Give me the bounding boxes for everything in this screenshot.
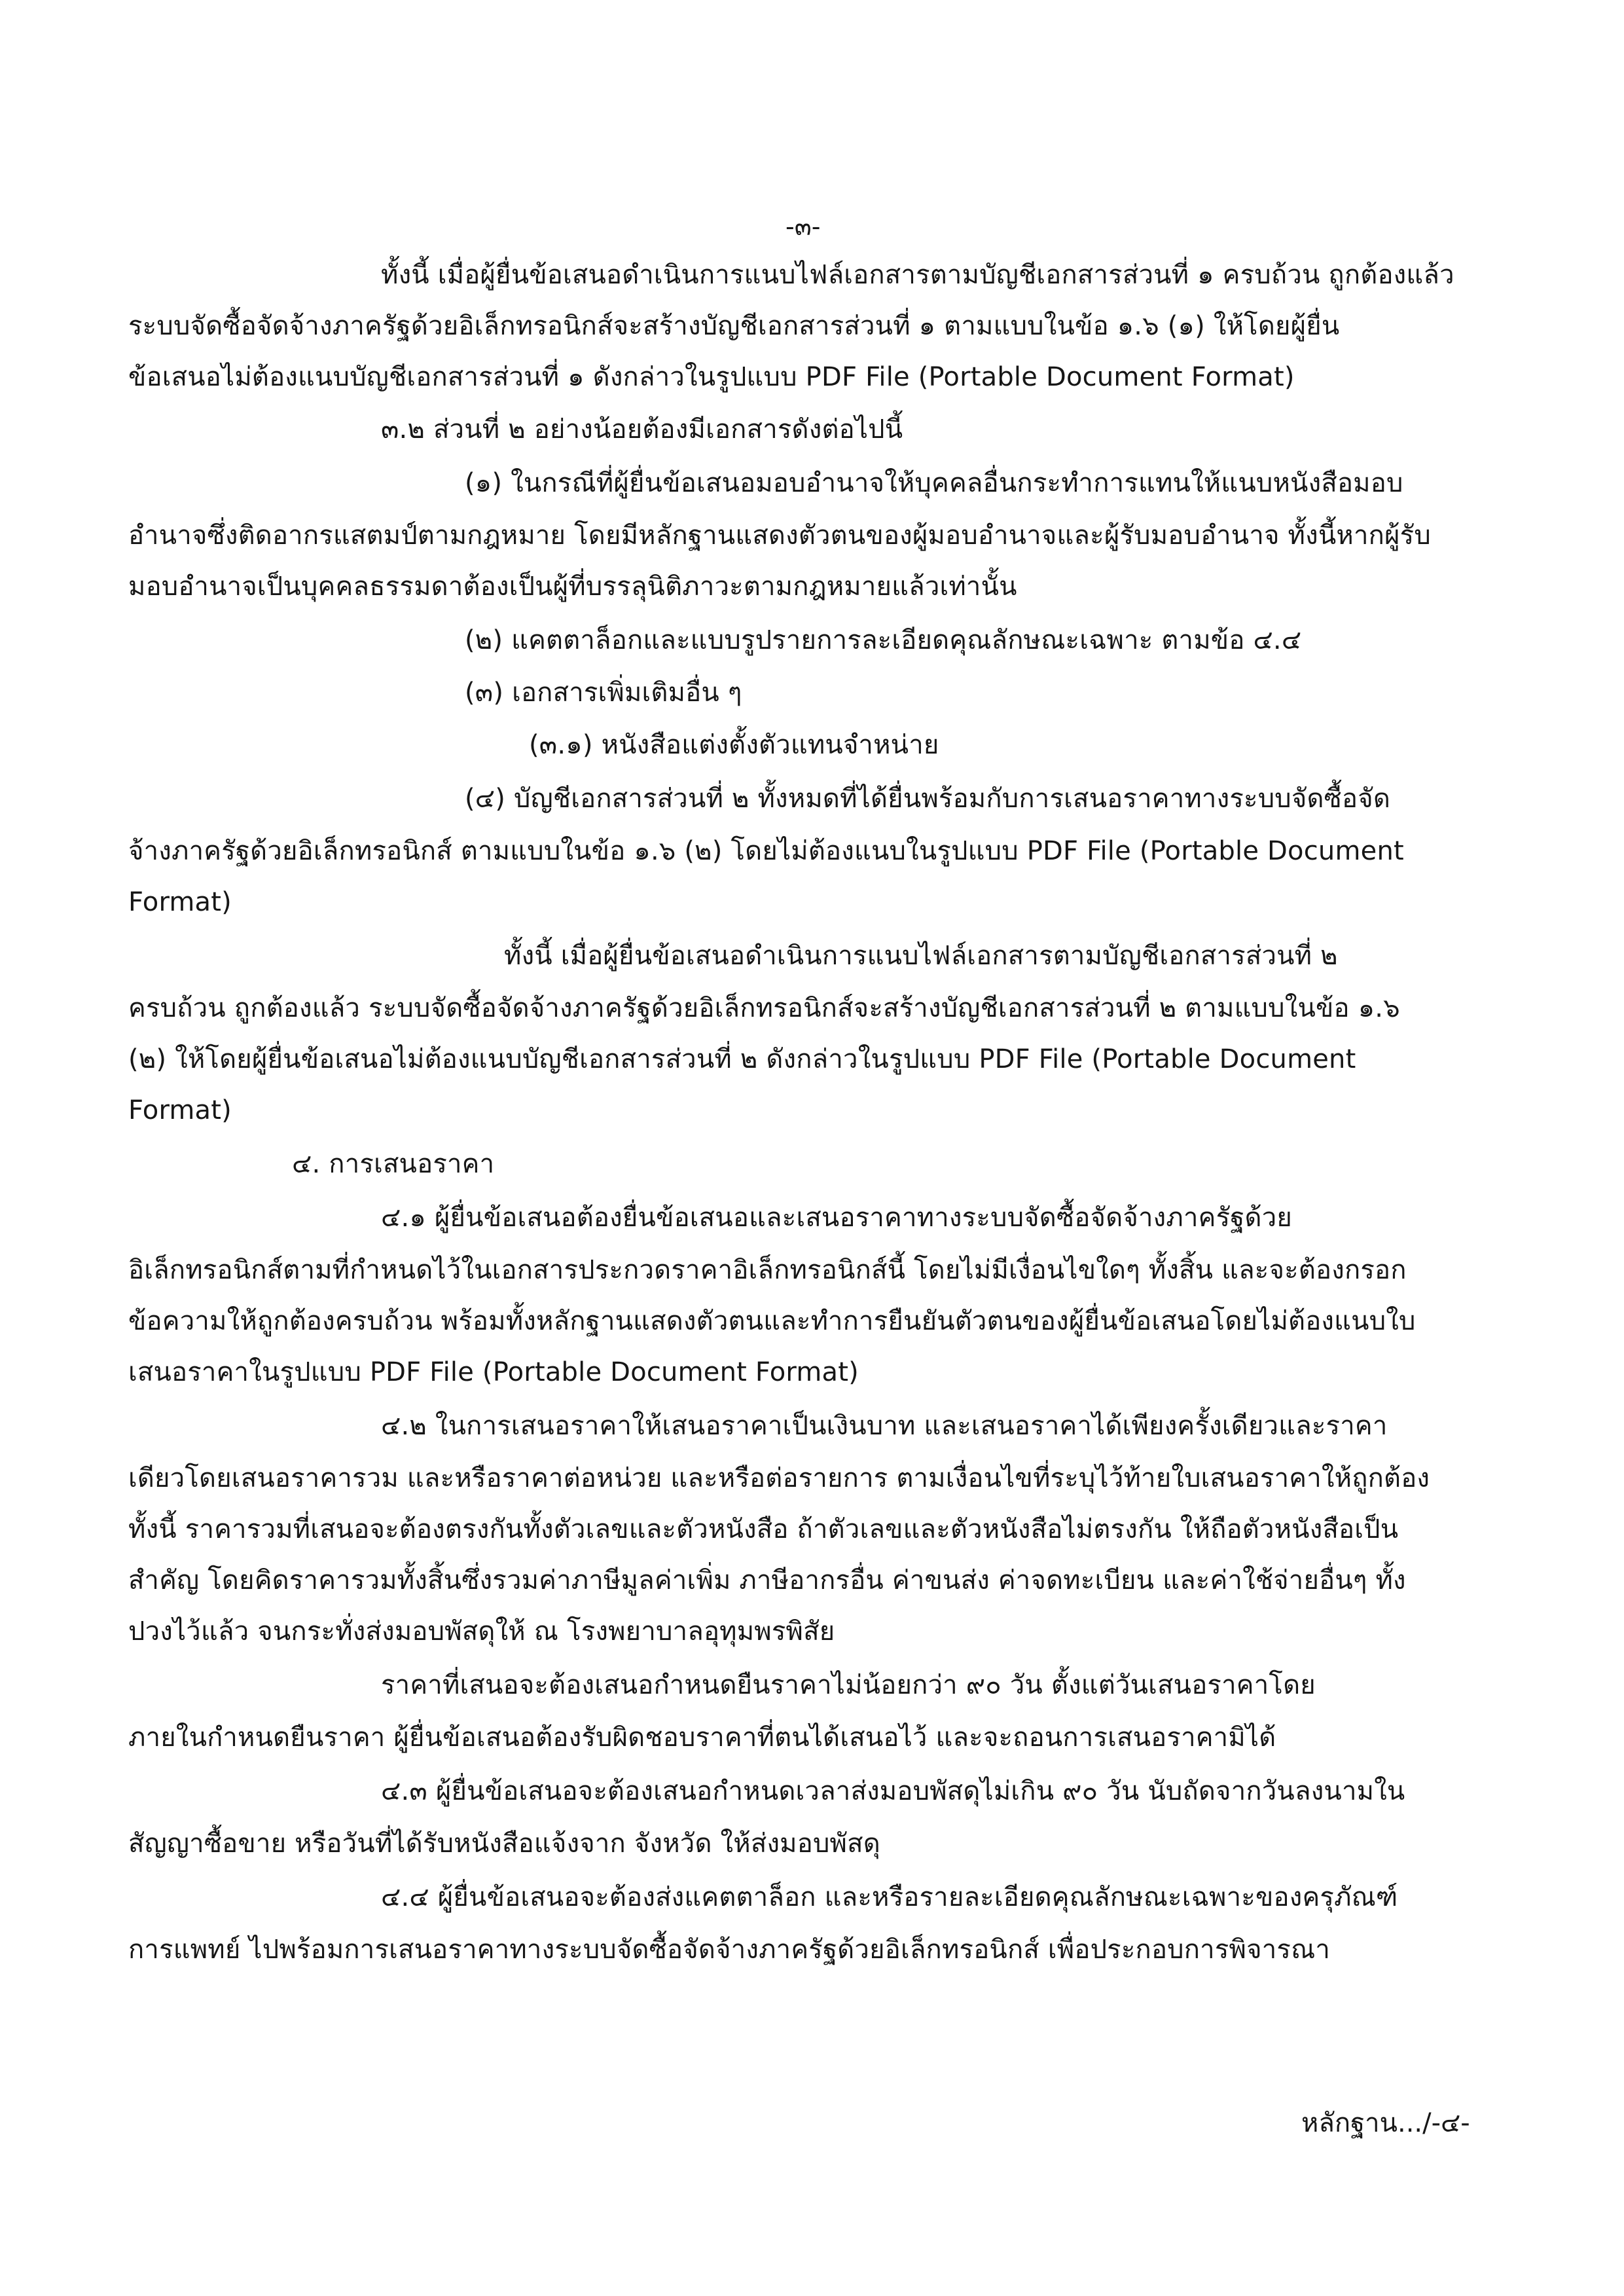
section-heading: ๔. การเสนอราคา xyxy=(292,1149,495,1179)
paragraph-line: ครบถ้วน ถูกต้องแล้ว ระบบจัดซื้อจัดจ้างภาครัฐด้วยอิเล็กทรอนิกส์จะสร้างบัญชีเอกสารส่วนที่ ๒ ตามแบบในข้อ ๑.๖ xyxy=(128,993,1400,1023)
paragraph-line: ทั้งนี้ ราคารวมที่เสนอจะต้องตรงกันทั้งตัวเลขและตัวหนังสือ ถ้าตัวเลขและตัวหนังสือไม่ตรงกัน ให้ถือตัวหนังสือเป็น xyxy=(128,1514,1399,1544)
clause-line: ๔.๔ ผู้ยื่นข้อเสนอจะต้องส่งแคตตาล็อก และหรือรายละเอียดคุณลักษณะเฉพาะของครุภัณฑ์ xyxy=(381,1882,1398,1912)
paragraph-line: ภายในกำหนดยืนราคา ผู้ยื่นข้อเสนอต้องรับผิดชอบราคาที่ตนได้เสนอไว้ และจะถอนการเสนอราคามิได้ xyxy=(128,1722,1276,1753)
paragraph-line: สัญญาซื้อขาย หรือวันที่ได้รับหนังสือแจ้งจาก จังหวัด ให้ส่งมอบพัสดุ xyxy=(128,1829,880,1859)
paragraph-line: ราคาที่เสนอจะต้องเสนอกำหนดยืนราคาไม่น้อยกว่า ๙๐ วัน ตั้งแต่วันเสนอราคาโดย xyxy=(381,1670,1316,1700)
paragraph-line: (๒) ให้โดยผู้ยื่นข้อเสนอไม่ต้องแนบบัญชีเอกสารส่วนที่ ๒ ดังกล่าวในรูปแบบ PDF File (Portable Document xyxy=(128,1044,1356,1074)
paragraph-line: การแพทย์ ไปพร้อมการเสนอราคาทางระบบจัดซื้อจัดจ้างภาครัฐด้วยอิเล็กทรอนิกส์ เพื่อประกอบการพิจารณา xyxy=(128,1935,1331,1965)
list-item: (๒) แคตตาล็อกและแบบรูปรายการละเอียดคุณลักษณะเฉพาะ ตามข้อ ๔.๔ xyxy=(465,625,1302,655)
paragraph-line: Format) xyxy=(128,887,232,917)
paragraph-line: ข้อความให้ถูกต้องครบถ้วน พร้อมทั้งหลักฐานแสดงตัวตนและทำการยืนยันตัวตนของผู้ยื่นข้อเสนอโดยไม่ต้องแนบใบ xyxy=(128,1306,1416,1336)
list-item: (๑) ในกรณีที่ผู้ยื่นข้อเสนอมอบอำนาจให้บุคคลอื่นกระทำการแทนให้แนบหนังสือมอบ xyxy=(465,468,1403,498)
list-item: (๔) บัญชีเอกสารส่วนที่ ๒ ทั้งหมดที่ได้ยื่นพร้อมกับการเสนอราคาทางระบบจัดซื้อจัด xyxy=(465,784,1391,814)
clause-line: ๔.๑ ผู้ยื่นข้อเสนอต้องยื่นข้อเสนอและเสนอราคาทางระบบจัดซื้อจัดจ้างภาครัฐด้วย xyxy=(381,1203,1293,1233)
clause-line: ๔.๒ ในการเสนอราคาให้เสนอราคาเป็นเงินบาท และเสนอราคาได้เพียงครั้งเดียวและราคา xyxy=(381,1411,1388,1441)
sub-list-item: (๓.๑) หนังสือแต่งตั้งตัวแทนจำหน่าย xyxy=(529,730,939,760)
paragraph-line: ปวงไว้แล้ว จนกระทั่งส่งมอบพัสดุให้ ณ โรงพยาบาลอุทุมพรพิสัย xyxy=(128,1616,835,1647)
list-item: (๓) เอกสารเพิ่มเติมอื่น ๆ xyxy=(465,678,742,708)
paragraph-line: เดียวโดยเสนอราคารวม และหรือราคาต่อหน่วย และหรือต่อรายการ ตามเงื่อนไขที่ระบุไว้ท้ายใบเสนอราคาให้ถูกต้อง xyxy=(128,1463,1430,1493)
clause-line: ๔.๓ ผู้ยื่นข้อเสนอจะต้องเสนอกำหนดเวลาส่งมอบพัสดุไม่เกิน ๙๐ วัน นับถัดจากวันลงนามใน xyxy=(381,1776,1405,1806)
paragraph-line: จ้างภาครัฐด้วยอิเล็กทรอนิกส์ ตามแบบในข้อ ๑.๖ (๒) โดยไม่ต้องแนบในรูปแบบ PDF File (Portable Document xyxy=(128,836,1404,866)
paragraph-line: ทั้งนี้ เมื่อผู้ยื่นข้อเสนอดำเนินการแนบไฟล์เอกสารตามบัญชีเอกสารส่วนที่ ๒ xyxy=(504,941,1338,971)
paragraph-line: ทั้งนี้ เมื่อผู้ยื่นข้อเสนอดำเนินการแนบไฟล์เอกสารตามบัญชีเอกสารส่วนที่ ๑ ครบถ้วน ถูกต้องแล้ว xyxy=(381,260,1454,290)
paragraph-line: ระบบจัดซื้อจัดจ้างภาครัฐด้วยอิเล็กทรอนิกส์จะสร้างบัญชีเอกสารส่วนที่ ๑ ตามแบบในข้อ ๑.๖ (๑) ให้โดยผู้ยื่น xyxy=(128,311,1340,341)
paragraph-line: Format) xyxy=(128,1095,232,1125)
paragraph-line: อิเล็กทรอนิกส์ตามที่กำหนดไว้ในเอกสารประกวดราคาอิเล็กทรอนิกส์นี้ โดยไม่มีเงื่อนไขใดๆ ทั้งสิ้น และจะต้องกรอก xyxy=(128,1255,1407,1285)
paragraph-line: เสนอราคาในรูปแบบ PDF File (Portable Document Format) xyxy=(128,1357,859,1387)
paragraph-line: ข้อเสนอไม่ต้องแนบบัญชีเอกสารส่วนที่ ๑ ดังกล่าวในรูปแบบ PDF File (Portable Document Format) xyxy=(128,362,1295,392)
page-number: -๓- xyxy=(785,212,821,241)
paragraph-line: อำนาจซึ่งติดอากรแสตมป์ตามกฎหมาย โดยมีหลักฐานแสดงตัวตนของผู้มอบอำนาจและผู้รับมอบอำนาจ ทั้งนี้หากผู้รับ xyxy=(128,520,1431,551)
paragraph-line: สำคัญ โดยคิดราคารวมทั้งสิ้นซึ่งรวมค่าภาษีมูลค่าเพิ่ม ภาษีอากรอื่น ค่าขนส่ง ค่าจดทะเบียน และค่าใช้จ่ายอื่นๆ ทั้ง xyxy=(128,1565,1406,1595)
continuation-note: หลักฐาน.../-๔- xyxy=(1301,2108,1470,2138)
paragraph-line: มอบอำนาจเป็นบุคคลธรรมดาต้องเป็นผู้ที่บรรลุนิติภาวะตามกฎหมายแล้วเท่านั้น xyxy=(128,572,1017,602)
section-heading: ๓.๒ ส่วนที่ ๒ อย่างน้อยต้องมีเอกสารดังต่อไปนี้ xyxy=(381,414,903,445)
